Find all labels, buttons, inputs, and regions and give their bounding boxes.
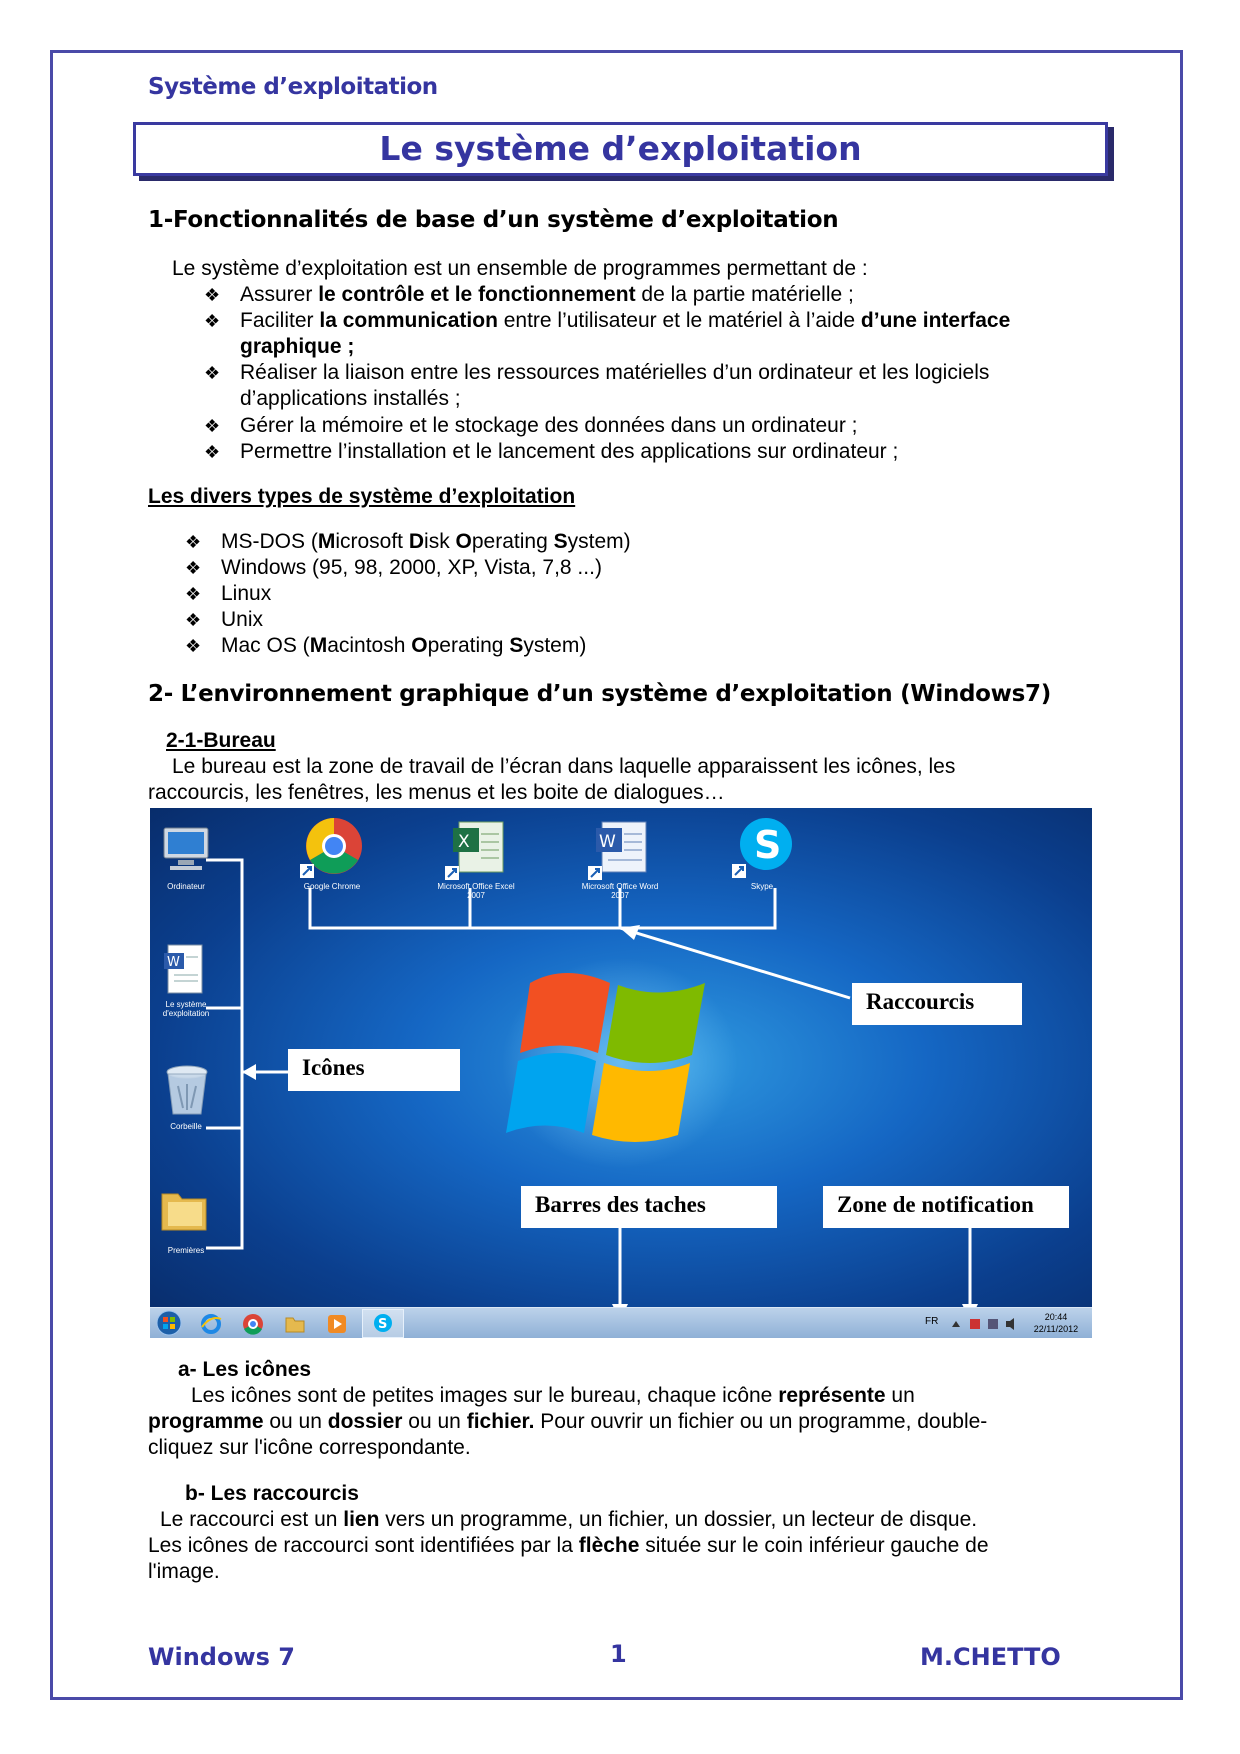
- media-player-icon[interactable]: [326, 1313, 348, 1335]
- desktop-screenshot: [150, 808, 1092, 1338]
- skype-label: Skype: [750, 882, 774, 891]
- footer-left: Windows 7: [148, 1643, 295, 1671]
- subsection-bureau: 2-1-Bureau: [166, 729, 276, 752]
- diamond-bullet-icon: ❖: [204, 311, 221, 331]
- raccourcis-heading: b- Les raccourcis: [185, 1482, 359, 1505]
- raccourcis-line2: Les icônes de raccourci sont identifiées par la flèche située sur le coin inférieur gauche de: [148, 1534, 989, 1557]
- skype-taskbar-button[interactable]: [362, 1309, 404, 1338]
- bureau-para-line1: Le bureau est la zone de travail de l’écran dans laquelle apparaissent les icônes, les: [172, 755, 956, 778]
- footer-author: M.CHETTO: [920, 1643, 1061, 1671]
- types-heading: Les divers types de système d’exploitation: [148, 485, 576, 508]
- type-windows: ❖ Windows (95, 98, 2000, XP, Vista, 7,8 ...): [185, 556, 602, 579]
- diamond-bullet-icon: ❖: [185, 584, 202, 604]
- notification-tray-icons[interactable]: [950, 1317, 1020, 1331]
- svg-text:W: W: [167, 955, 180, 970]
- word-label: Microsoft Office Word 2007: [581, 882, 659, 900]
- explorer-taskbar-icon[interactable]: [284, 1313, 306, 1335]
- language-indicator[interactable]: FR: [925, 1316, 939, 1327]
- diamond-bullet-icon: ❖: [185, 610, 202, 630]
- chrome-label: Google Chrome: [303, 882, 361, 891]
- diamond-bullet-icon: ❖: [204, 363, 221, 383]
- label-zone-de-notification: Zone de notification: [823, 1186, 1069, 1228]
- recycle-bin-label: Corbeille: [170, 1122, 202, 1131]
- raccourcis-line1: Le raccourci est un lien vers un programme, un fichier, un dossier, un lecteur de disque.: [160, 1508, 978, 1531]
- raccourcis-line3: l'image.: [148, 1560, 220, 1583]
- diamond-bullet-icon: ❖: [204, 442, 221, 462]
- title-box: [133, 122, 1108, 176]
- internet-explorer-icon[interactable]: [200, 1313, 222, 1335]
- svg-text:S: S: [378, 1317, 388, 1332]
- type-macos: ❖ Mac OS (Macintosh Operating System): [185, 634, 587, 657]
- clock-date: 22/11/2012: [1033, 1324, 1079, 1334]
- svg-text:S: S: [754, 823, 782, 867]
- bullet-1: ❖ Assurer le contrôle et le fonctionnement de la partie matérielle ;: [204, 283, 854, 306]
- icones-line2: programme ou un dossier ou un fichier. Pour ouvrir un fichier ou un programme, double-: [148, 1410, 988, 1433]
- icones-line3: cliquez sur l'icône correspondante.: [148, 1436, 471, 1459]
- svg-text:X: X: [458, 832, 470, 852]
- page-title: Le système d’exploitation: [379, 129, 862, 168]
- diamond-bullet-icon: ❖: [204, 285, 221, 305]
- taskbar-clock[interactable]: [1026, 1311, 1086, 1335]
- label-raccourcis: Raccourcis: [852, 983, 1022, 1025]
- start-button-icon[interactable]: [156, 1310, 182, 1336]
- computer-icon-label: Ordinateur: [167, 882, 205, 891]
- taskbar[interactable]: [150, 1307, 1092, 1338]
- type-msdos: ❖ MS-DOS (Microsoft Disk Operating System): [185, 530, 631, 553]
- page-number: 1: [610, 1640, 627, 1668]
- type-linux: ❖ Linux: [185, 582, 272, 605]
- chrome-taskbar-icon[interactable]: [242, 1313, 264, 1335]
- diamond-bullet-icon: ❖: [185, 532, 202, 552]
- bullet-2: ❖ Faciliter la communication entre l’utilisateur et le matériel à l’aide d’une interface graphique ;: [204, 309, 1011, 358]
- diamond-bullet-icon: ❖: [185, 558, 202, 578]
- clock-time: 20:44: [1044, 1312, 1068, 1322]
- section1-heading: 1-Fonctionnalités de base d’un système d’exploitation: [148, 207, 839, 233]
- type-unix: ❖ Unix: [185, 608, 264, 631]
- excel-label: Microsoft Office Excel 2007: [437, 882, 515, 900]
- doc-icon-label: Le système d'exploitation: [162, 1000, 210, 1018]
- diamond-bullet-icon: ❖: [204, 416, 221, 436]
- folder-icon-label: Premières: [167, 1246, 205, 1255]
- icones-line1: Les icônes sont de petites images sur le bureau, chaque icône représente un: [191, 1384, 915, 1407]
- icones-heading: a- Les icônes: [178, 1358, 312, 1381]
- bullet-4: ❖ Gérer la mémoire et le stockage des données dans un ordinateur ;: [204, 414, 858, 437]
- section2-heading: 2- L’environnement graphique d’un système d’exploitation (Windows7): [148, 681, 1051, 707]
- diamond-bullet-icon: ❖: [185, 636, 202, 656]
- label-icones: Icônes: [288, 1049, 460, 1091]
- running-header: Système d’exploitation: [148, 74, 438, 100]
- section1-intro: Le système d’exploitation est un ensemble de programmes permettant de :: [172, 257, 868, 280]
- bureau-para-line2: raccourcis, les fenêtres, les menus et les boite de dialogues…: [148, 781, 725, 804]
- svg-text:W: W: [599, 832, 616, 852]
- label-barres-des-taches: Barres des taches: [521, 1186, 777, 1228]
- bullet-3: ❖ Réaliser la liaison entre les ressources matérielles d’un ordinateur et les logiciels d’applications installés ;: [204, 361, 990, 410]
- skype-taskbar-icon: [363, 1310, 403, 1337]
- bullet-5: ❖ Permettre l’installation et le lancement des applications sur ordinateur ;: [204, 440, 899, 463]
